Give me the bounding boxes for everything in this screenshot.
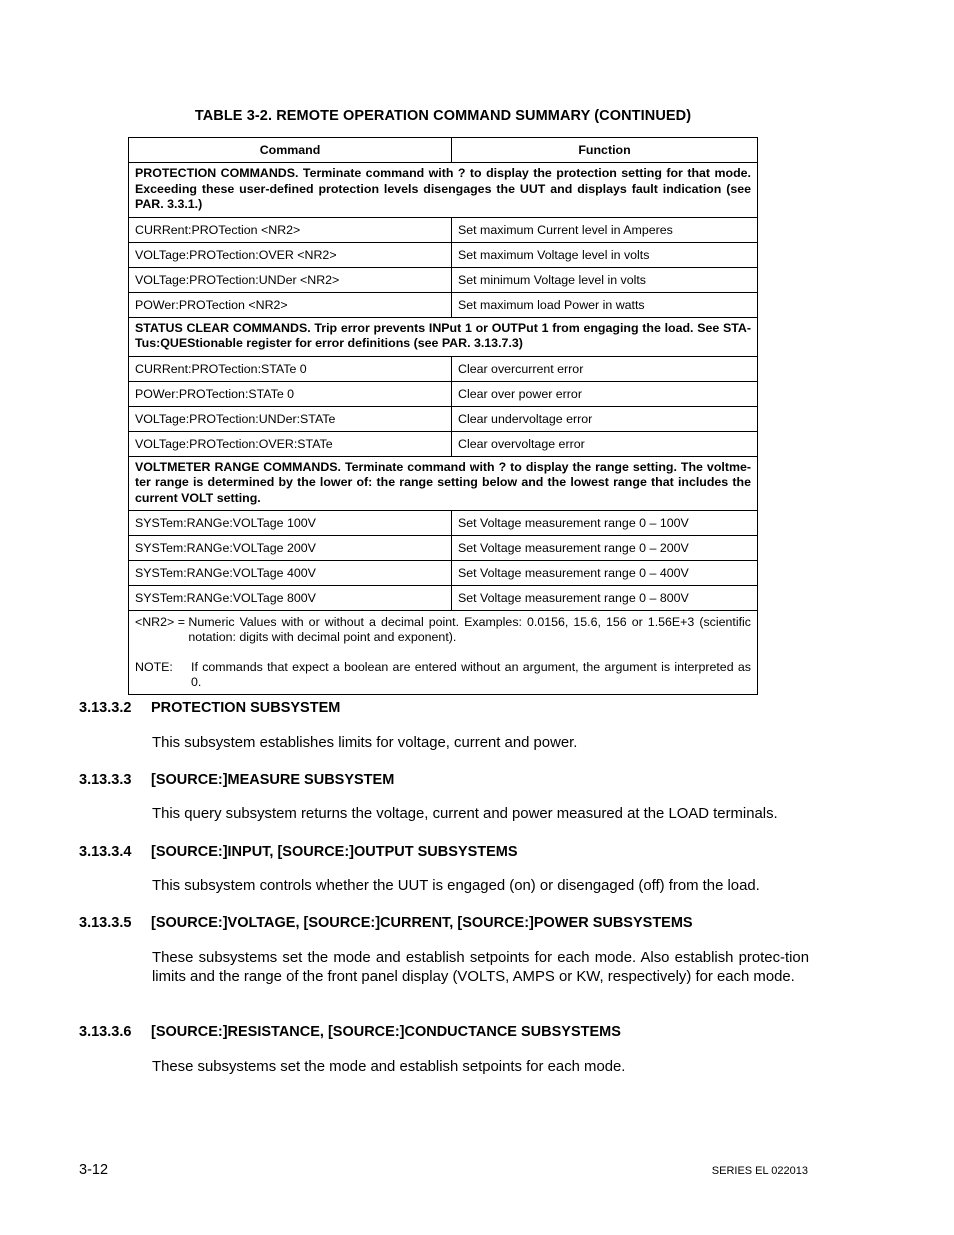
section-title: [SOURCE:]INPUT, [SOURCE:]OUTPUT SUBSYSTEMS	[151, 844, 518, 860]
nr2-note	[135, 615, 751, 645]
section-body: This query subsystem returns the voltage, current and power measured at the LOAD terminals.	[152, 806, 778, 822]
table-row	[129, 242, 758, 267]
command-cell: VOLTage:PROTection:UNDer <NR2>	[129, 267, 452, 292]
table-row	[129, 381, 758, 406]
note-key: NOTE:	[135, 660, 173, 674]
function-cell: Clear undervoltage error	[452, 406, 758, 431]
command-cell: SYSTem:RANGe:VOLTage 200V	[129, 536, 452, 561]
table-row	[129, 431, 758, 456]
command-cell: VOLTage:PROTection:OVER:STATe	[129, 431, 452, 456]
section-title: [SOURCE:]VOLTAGE, [SOURCE:]CURRENT, [SOURCE:]POWER SUBSYSTEMS	[151, 915, 693, 931]
section-heading-voltage-current-power-subsystems	[79, 915, 693, 931]
command-cell: CURRent:PROTection:STATe 0	[129, 356, 452, 381]
boolean-note	[135, 660, 751, 690]
section-row-voltmeter-range	[129, 456, 758, 511]
table-row	[129, 561, 758, 586]
section-title: PROTECTION SUBSYSTEM	[151, 700, 341, 716]
function-cell: Clear overvoltage error	[452, 431, 758, 456]
table-row	[129, 217, 758, 242]
note-text: If commands that expect a boolean are entered without an argument, the argument is interpreted as 0.	[191, 660, 751, 689]
table-row	[129, 292, 758, 317]
table-row	[129, 356, 758, 381]
function-cell: Set Voltage measurement range 0 – 100V	[452, 511, 758, 536]
command-cell: SYSTem:RANGe:VOLTage 400V	[129, 561, 452, 586]
function-cell: Set maximum load Power in watts	[452, 292, 758, 317]
header-function: Function	[452, 138, 758, 163]
table-header-row	[129, 138, 758, 163]
function-cell: Set maximum Current level in Amperes	[452, 217, 758, 242]
section-number: 3.13.3.6	[79, 1024, 132, 1040]
section-title: [SOURCE:]RESISTANCE, [SOURCE:]CONDUCTANCE SUBSYSTEMS	[151, 1024, 621, 1040]
section-number: 3.13.3.5	[79, 915, 132, 931]
page-number: 3-12	[79, 1162, 109, 1178]
notes-cell	[129, 611, 758, 695]
command-cell: SYSTem:RANGe:VOLTage 100V	[129, 511, 452, 536]
command-cell: SYSTem:RANGe:VOLTage 800V	[129, 586, 452, 611]
section-body: This subsystem establishes limits for voltage, current and power.	[152, 735, 578, 751]
section-status-clear: STATUS CLEAR COMMANDS. Trip error prevents INPut 1 or OUTPut 1 from engaging the load. See STA-Tus:QUEStionable register for error definitions (see PAR. 3.13.7.3)	[129, 317, 758, 356]
function-cell: Clear over power error	[452, 381, 758, 406]
table-row	[129, 586, 758, 611]
table-row	[129, 511, 758, 536]
section-row-status-clear	[129, 317, 758, 356]
function-cell: Set maximum Voltage level in volts	[452, 242, 758, 267]
command-summary-table	[128, 137, 758, 695]
section-body: This subsystem controls whether the UUT is engaged (on) or disengaged (off) from the load.	[152, 878, 760, 894]
section-number: 3.13.3.3	[79, 772, 132, 788]
command-cell: CURRent:PROTection <NR2>	[129, 217, 452, 242]
command-cell: VOLTage:PROTection:OVER <NR2>	[129, 242, 452, 267]
header-command: Command	[129, 138, 452, 163]
nr2-note-key: <NR2> =	[135, 615, 189, 629]
section-body: These subsystems set the mode and establish setpoints for each mode. Also establish protec-tion limits and the range of the front panel display (VOLTS, AMPS or KW, respectively) for each mode.	[152, 950, 809, 985]
function-cell: Set minimum Voltage level in volts	[452, 267, 758, 292]
function-cell: Clear overcurrent error	[452, 356, 758, 381]
function-cell: Set Voltage measurement range 0 – 800V	[452, 586, 758, 611]
notes-row	[129, 611, 758, 695]
section-number: 3.13.3.4	[79, 844, 132, 860]
section-voltmeter-range: VOLTMETER RANGE COMMANDS. Terminate command with ? to display the range setting. The voltme-ter range is determined by the lower of: the range setting below and the lowest range that includes the current VOLT setting.	[129, 456, 758, 511]
table-row	[129, 267, 758, 292]
nr2-note-text: Numeric Values with or without a decimal point. Examples: 0.0156, 15.6, 156 or 1.56E+3 (scientific notation: digits with decimal point and exponent).	[188, 615, 751, 644]
section-protection: PROTECTION COMMANDS. Terminate command with ? to display the protection setting for that mode. Exceeding these user-defined protection levels disengages the UUT and displays fault indication (see PAR. 3.3.1.)	[129, 163, 758, 218]
command-cell: POWer:PROTection:STATe 0	[129, 381, 452, 406]
table-row	[129, 406, 758, 431]
section-number: 3.13.3.2	[79, 700, 132, 716]
section-heading-input-output-subsystems	[79, 844, 518, 860]
section-body: These subsystems set the mode and establish setpoints for each mode.	[152, 1059, 626, 1075]
command-cell: POWer:PROTection <NR2>	[129, 292, 452, 317]
command-cell: VOLTage:PROTection:UNDer:STATe	[129, 406, 452, 431]
section-row-protection	[129, 163, 758, 218]
function-cell: Set Voltage measurement range 0 – 200V	[452, 536, 758, 561]
function-cell: Set Voltage measurement range 0 – 400V	[452, 561, 758, 586]
table-caption: TABLE 3-2. REMOTE OPERATION COMMAND SUMMARY (CONTINUED)	[194, 108, 692, 124]
section-title: [SOURCE:]MEASURE SUBSYSTEM	[151, 772, 395, 788]
series-label: SERIES EL 022013	[711, 1165, 808, 1177]
section-heading-resistance-conductance-subsystems	[79, 1024, 621, 1040]
section-heading-protection-subsystem	[79, 700, 340, 716]
table-row	[129, 536, 758, 561]
section-heading-measure-subsystem	[79, 772, 394, 788]
